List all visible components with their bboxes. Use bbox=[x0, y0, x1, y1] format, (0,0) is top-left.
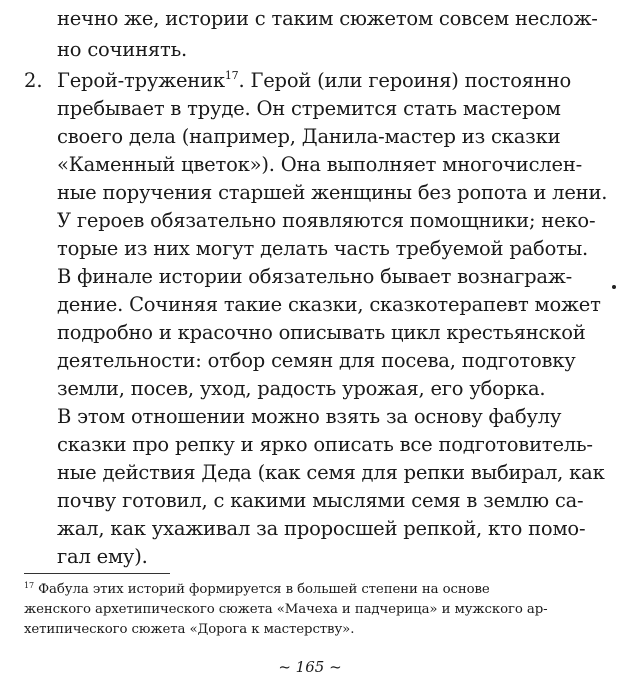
body-line-14: земли, посев, уход, радость урожая, его уборка. bbox=[57, 377, 546, 400]
body-line-2: но сочинять. bbox=[57, 38, 187, 61]
body-line-20: гал ему). bbox=[57, 545, 148, 568]
body-line-13: деятельности: отбор семян для посева, подготовку bbox=[57, 349, 576, 372]
body-line-12: подробно и красочно описывать цикл крестьянской bbox=[57, 321, 586, 344]
body-line-4: пребывает в труде. Он стремится стать мастером bbox=[57, 97, 561, 120]
footnote-line-2: женского архетипического сюжета «Мачеха и падчерица» и мужского ар- bbox=[24, 602, 548, 617]
body-line-3 bbox=[57, 69, 571, 93]
body-line-18: почву готовил, с какими мыслями семя в землю са- bbox=[57, 489, 584, 512]
scan-speck bbox=[612, 285, 616, 289]
body-line-17: ные действия Деда (как семя для репки выбирал, как bbox=[57, 461, 605, 484]
page-number: ~ 165 ~ bbox=[278, 658, 342, 676]
body-line-3-rest: . Герой (или героиня) постоянно bbox=[238, 69, 572, 92]
body-line-19: жал, как ухаживал за проросшей репкой, кто помо- bbox=[57, 517, 586, 540]
list-item-number: 2. bbox=[24, 69, 43, 92]
body-line-7: ные поручения старшей женщины без ропота и лени. bbox=[57, 181, 608, 204]
footnote-divider bbox=[24, 573, 170, 574]
body-line-9: торые из них могут делать часть требуемой работы. bbox=[57, 237, 589, 260]
footnote-line-3: хетипического сюжета «Дорога к мастерству». bbox=[24, 622, 355, 637]
body-line-10: В финале истории обязательно бывает вознаграж- bbox=[57, 265, 572, 288]
footnote-marker: 17 bbox=[24, 581, 34, 590]
body-line-15: В этом отношении можно взять за основу фабулу bbox=[57, 405, 562, 428]
body-line-11: дение. Сочиняя такие сказки, сказкотерапевт может bbox=[57, 293, 601, 316]
body-line-16: сказки про репку и ярко описать все подготовитель- bbox=[57, 433, 593, 456]
body-line-1: нечно же, истории с таким сюжетом совсем неслож- bbox=[57, 7, 598, 30]
list-item-term: Герой-труженик bbox=[57, 69, 225, 92]
body-line-6: «Каменный цветок»). Она выполняет многочислен- bbox=[57, 153, 583, 176]
footnote-text-1: Фабула этих историй формируется в большей степени на основе bbox=[38, 582, 490, 597]
body-line-8: У героев обязательно появляются помощники; неко- bbox=[57, 209, 596, 232]
footnote-line-1 bbox=[24, 580, 490, 600]
body-line-5: своего дела (например, Данила-мастер из сказки bbox=[57, 125, 561, 148]
footnote-reference: 17 bbox=[224, 69, 239, 82]
